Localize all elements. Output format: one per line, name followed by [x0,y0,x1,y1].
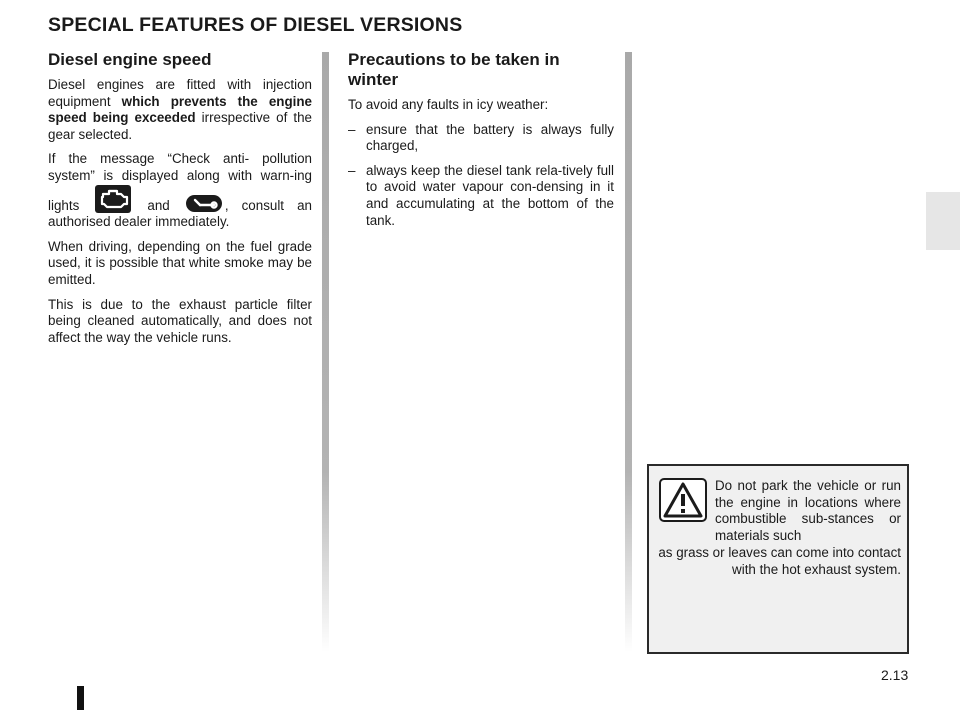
column-divider [322,52,329,652]
engine-warning-light-icon [95,185,131,213]
section-tab [926,192,960,250]
page-number: 2.13 [881,667,909,683]
section-heading-engine-speed: Diesel engine speed [48,50,212,69]
page-title: SPECIAL FEATURES OF DIESEL VERSIONS [48,14,463,36]
paragraph: This is due to the exhaust particle filter being cleaned automatically, and does not affect the way the vehicle runs. [48,296,312,345]
list-item: – ensure that the battery is always fully charged, [348,121,614,154]
column-divider [625,52,632,652]
page-marker [77,686,84,710]
paragraph: If the message “Check anti- pollution system” is displayed along with warn-ing lights and , consult an authorised dealer immediately. [48,151,312,230]
spanner-warning-light-icon [186,195,222,212]
section-heading-winter: Precautions to be taken in winter [348,50,560,90]
middle-column [348,50,614,237]
warning-text: Do not park the vehicle or run the engine in locations where combustible sub-stances or materials such [715,478,901,543]
paragraph: To avoid any faults in icy weather: [348,97,549,113]
list-item: – always keep the diesel tank rela-tively full to avoid water vapour con-densing in it and accumulating at the bottom of the tank. [348,162,614,228]
warning-box [647,464,909,654]
left-column [48,50,312,354]
paragraph: When driving, depending on the fuel grade used, it is possible that white smoke may be emitted. [48,238,312,287]
warning-text: as grass or leaves can come into contact with the hot exhaust system. [658,545,901,577]
paragraph: Diesel engines are fitted with injection equipment which prevents the engine speed being exceeded irrespective of the gear selected. [48,77,312,142]
warning-triangle-icon [659,478,707,522]
